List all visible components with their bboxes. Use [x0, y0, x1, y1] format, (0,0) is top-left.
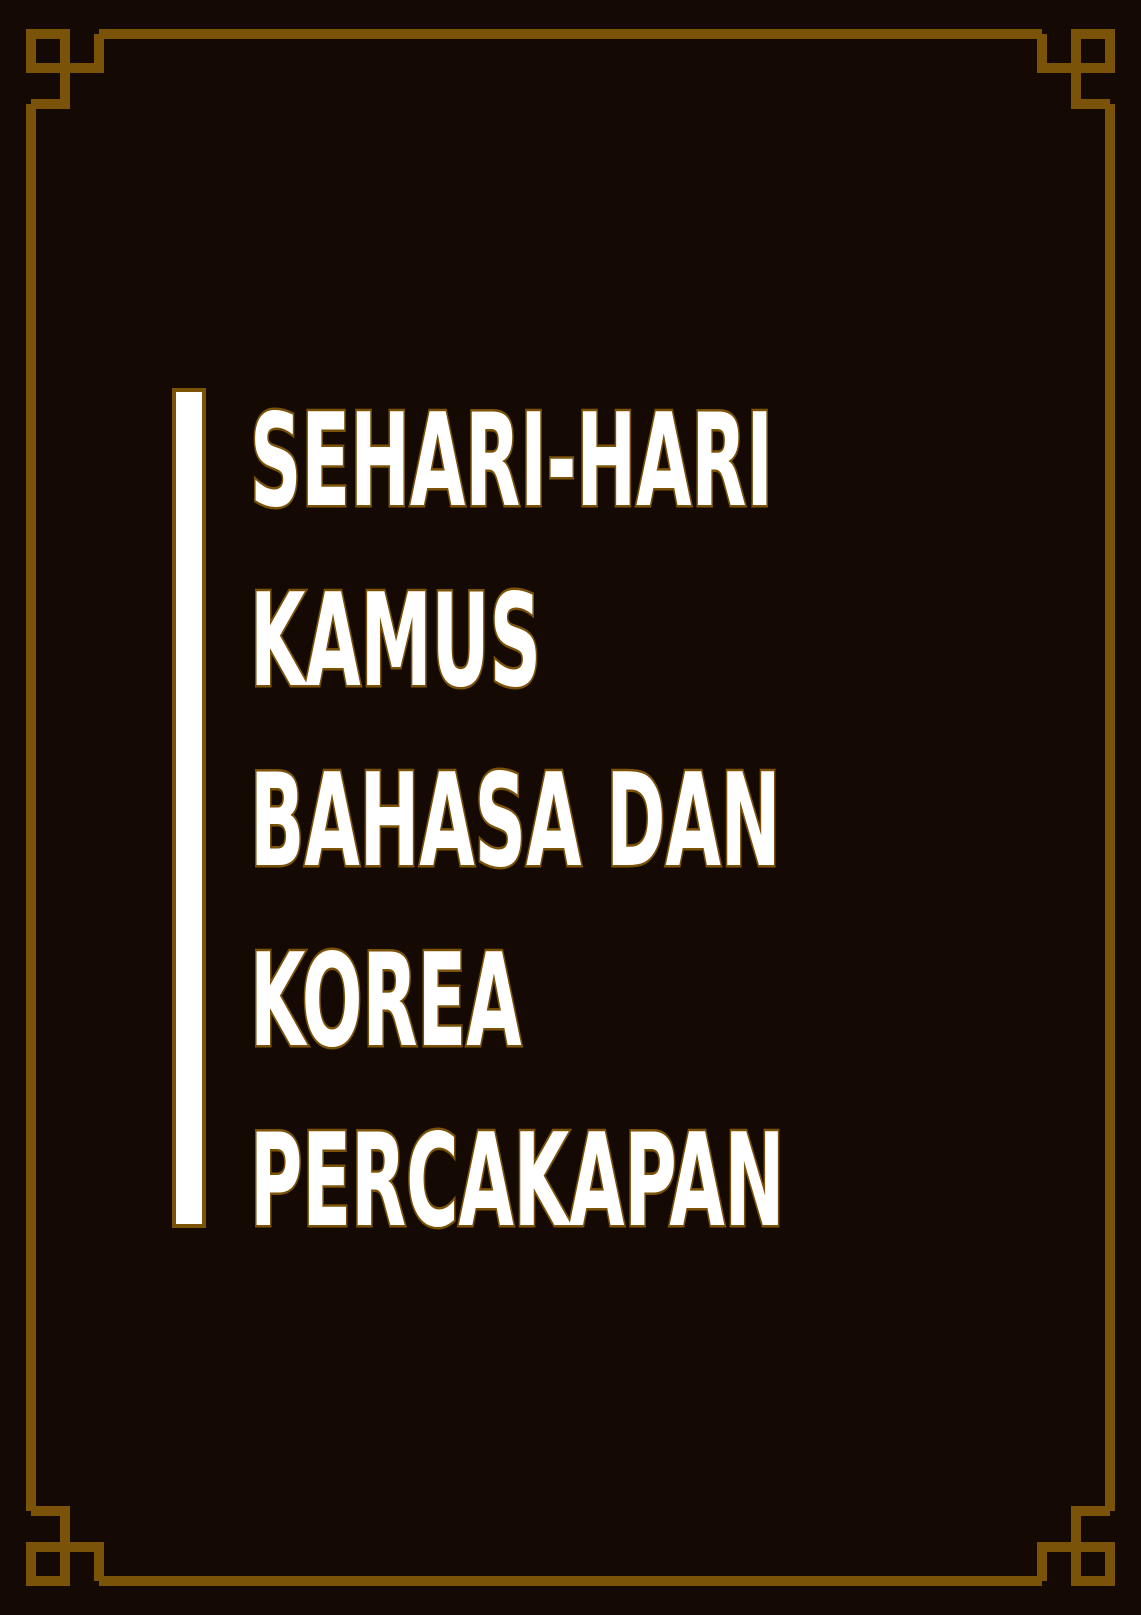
title-line-3: BAHASA DAN	[250, 747, 781, 896]
corner-ornament-bottom-left	[31, 1511, 99, 1581]
title-line-4: KOREA	[250, 927, 522, 1076]
vertical-accent-bar	[172, 388, 206, 1228]
corner-ornament-top-left	[31, 34, 99, 104]
corner-ornament-bottom-right	[1042, 1511, 1110, 1581]
corner-ornament-top-right	[1042, 34, 1110, 104]
title-line-2: KAMUS	[250, 567, 542, 716]
title-line-1: SEHARI-HARI	[250, 387, 773, 536]
title-line-5: PERCAKAPAN	[250, 1107, 785, 1256]
cover-title	[250, 372, 1010, 1272]
